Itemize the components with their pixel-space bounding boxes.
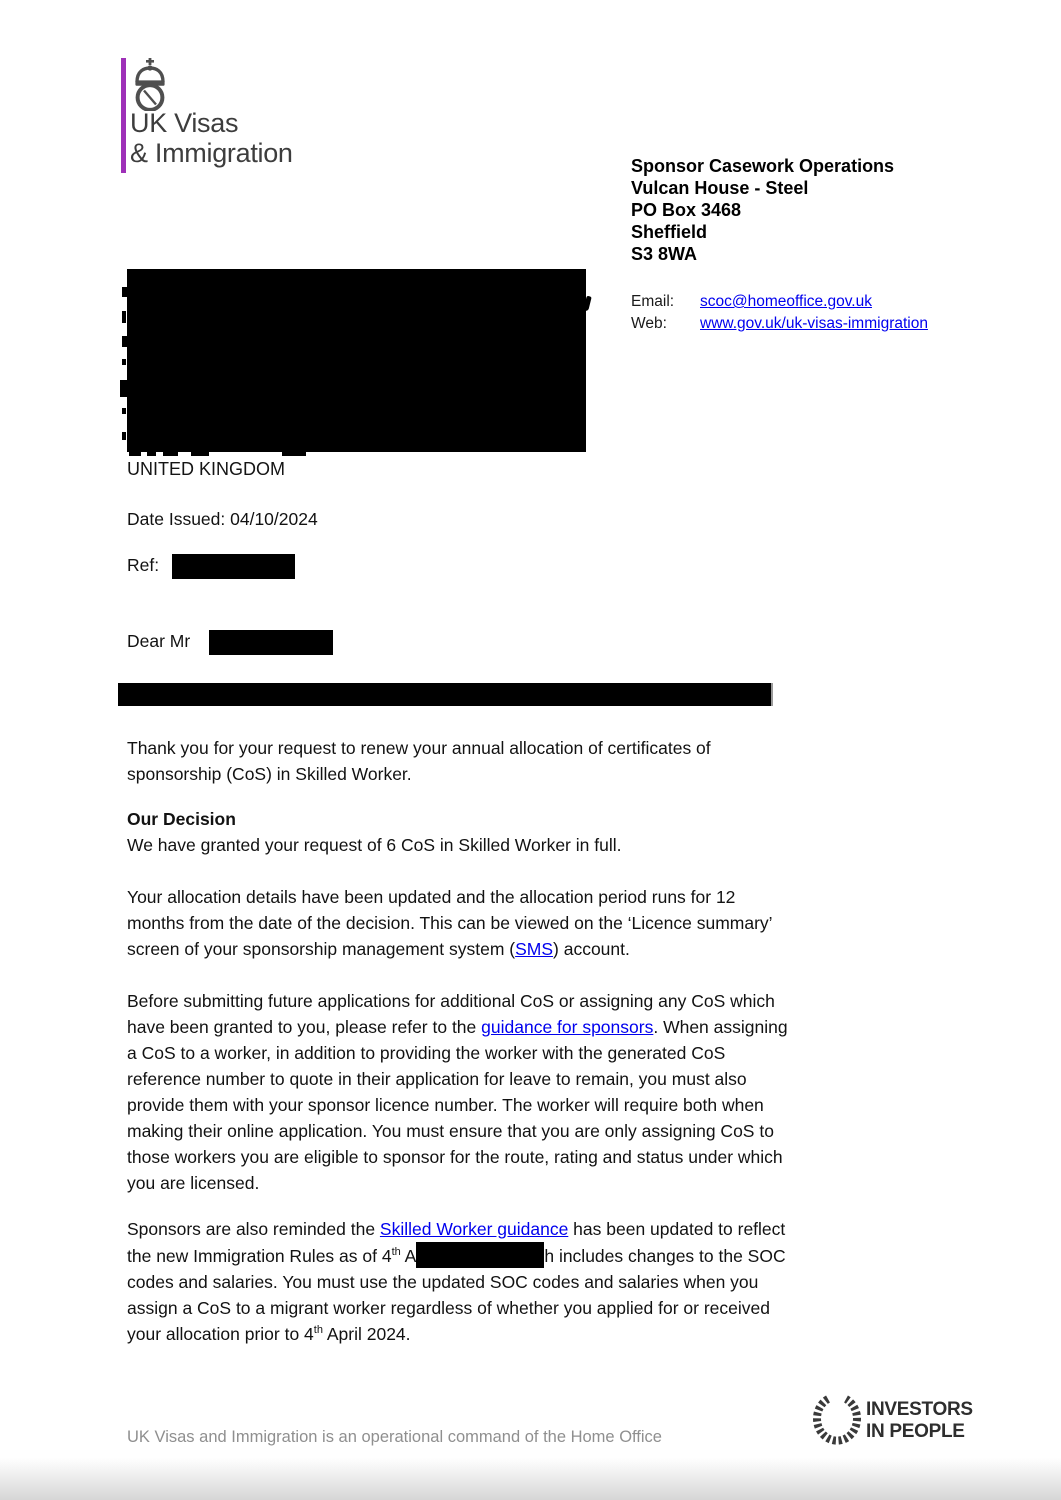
investors-in-people-logo-text bbox=[866, 1399, 973, 1443]
body-text: ) account. bbox=[553, 939, 630, 959]
salutation: Dear Mr bbox=[127, 631, 191, 651]
body-text: April 2024. bbox=[322, 1324, 411, 1344]
investors-in-people-wreath-icon bbox=[812, 1394, 862, 1448]
email-link[interactable]: scoc@homeoffice.gov.uk bbox=[700, 293, 872, 310]
body-line bbox=[127, 832, 951, 858]
skilled-worker-guidance-link[interactable]: Skilled Worker guidance bbox=[379, 1219, 569, 1239]
body-text: . When assigning bbox=[653, 1017, 788, 1037]
body-text: A bbox=[400, 1246, 417, 1266]
sender-line: Sponsor Casework Operations bbox=[631, 156, 895, 176]
body-line bbox=[127, 936, 951, 962]
body-text: Your allocation details have been updated and the allocation period runs for 12 bbox=[127, 887, 736, 907]
guidance-for-sponsors-link[interactable]: guidance for sponsors bbox=[481, 1017, 654, 1037]
sender-line: PO Box 3468 bbox=[631, 200, 742, 220]
web-label: Web: bbox=[631, 315, 667, 332]
body-text: screen of your sponsorship management system ( bbox=[127, 939, 516, 959]
body-text: a CoS to a worker, in addition to providing the worker with the generated CoS bbox=[127, 1043, 726, 1063]
body-line bbox=[127, 1242, 951, 1269]
body-text: has been updated to reflect bbox=[568, 1219, 786, 1239]
body-line bbox=[127, 1014, 951, 1040]
body-line bbox=[127, 1269, 951, 1295]
paragraph bbox=[127, 988, 951, 1196]
body-line bbox=[127, 1066, 951, 1092]
redaction-box-inline bbox=[416, 1242, 544, 1268]
body-line bbox=[127, 1295, 951, 1321]
body-line bbox=[127, 1170, 951, 1196]
iip-line1: INVESTORS bbox=[866, 1399, 973, 1420]
body-line bbox=[127, 988, 951, 1014]
sender-line: Vulcan House - Steel bbox=[631, 178, 809, 198]
paragraph bbox=[127, 735, 951, 787]
body-line bbox=[127, 1092, 951, 1118]
brand-line1: UK Visas bbox=[130, 108, 239, 138]
footer-disclaimer: UK Visas and Immigration is an operational command of the Home Office bbox=[127, 1428, 662, 1446]
body-text: provide them with your sponsor licence number. The worker will require both when bbox=[127, 1095, 764, 1115]
body-line bbox=[127, 735, 951, 761]
body-line bbox=[127, 761, 951, 787]
body-text: h includes changes to the SOC bbox=[544, 1246, 786, 1266]
body-text: have been granted to you, please refer to the bbox=[127, 1017, 482, 1037]
page-bottom-shadow bbox=[0, 1458, 1061, 1500]
date-issued: Date Issued: 04/10/2024 bbox=[127, 509, 318, 529]
body-text: codes and salaries. You must use the updated SOC codes and salaries when you bbox=[127, 1272, 759, 1292]
body-text: you are licensed. bbox=[127, 1173, 260, 1193]
body-text: your allocation prior to 4 bbox=[127, 1324, 314, 1344]
brand-line2: & Immigration bbox=[130, 138, 293, 168]
paragraph bbox=[127, 884, 951, 962]
body-line bbox=[127, 1118, 951, 1144]
decision-heading: Our Decision bbox=[127, 809, 236, 829]
iip-line2: IN PEOPLE bbox=[866, 1421, 965, 1442]
body-line bbox=[127, 1216, 951, 1242]
body-text: We have granted your request of 6 CoS in Skilled Worker in full. bbox=[127, 835, 622, 855]
body-text: reference number to quote in their application for leave to remain, you must also bbox=[127, 1069, 747, 1089]
email-label: Email: bbox=[631, 293, 675, 310]
body-line bbox=[127, 884, 951, 910]
recipient-country: UNITED KINGDOM bbox=[127, 459, 286, 479]
ref-label: Ref: bbox=[127, 555, 160, 575]
body-text: months from the date of the decision. This can be viewed on the ‘Licence summary’ bbox=[127, 913, 773, 933]
body-text: those workers you are eligible to sponsor for the route, rating and status under which bbox=[127, 1147, 783, 1167]
body-line bbox=[127, 1040, 951, 1066]
paragraph bbox=[127, 1216, 951, 1347]
body-line bbox=[127, 1144, 951, 1170]
web-link[interactable]: www.gov.uk/uk-visas-immigration bbox=[700, 315, 928, 332]
paragraph bbox=[127, 806, 951, 858]
sender-line: Sheffield bbox=[631, 222, 708, 242]
ordinal-suffix: th bbox=[313, 1324, 323, 1337]
sender-line: S3 8WA bbox=[631, 244, 698, 264]
body-text: assign a CoS to a migrant worker regardless of whether you applied for or received bbox=[127, 1298, 770, 1318]
ordinal-suffix: th bbox=[391, 1246, 401, 1259]
body-line bbox=[127, 806, 951, 832]
body-text: sponsorship (CoS) in Skilled Worker. bbox=[127, 764, 412, 784]
body-text: Thank you for your request to renew your annual allocation of certificates of bbox=[127, 738, 711, 758]
body-text: Sponsors are also reminded the bbox=[127, 1219, 380, 1239]
body-text: making their online application. You must ensure that you are only assigning CoS to bbox=[127, 1121, 774, 1141]
sms-link[interactable]: SMS bbox=[515, 939, 554, 959]
body-text: the new Immigration Rules as of 4 bbox=[127, 1246, 392, 1266]
body-line bbox=[127, 1321, 951, 1347]
body-text: Before submitting future applications for additional CoS or assigning any CoS which bbox=[127, 991, 775, 1011]
body-line bbox=[127, 910, 951, 936]
